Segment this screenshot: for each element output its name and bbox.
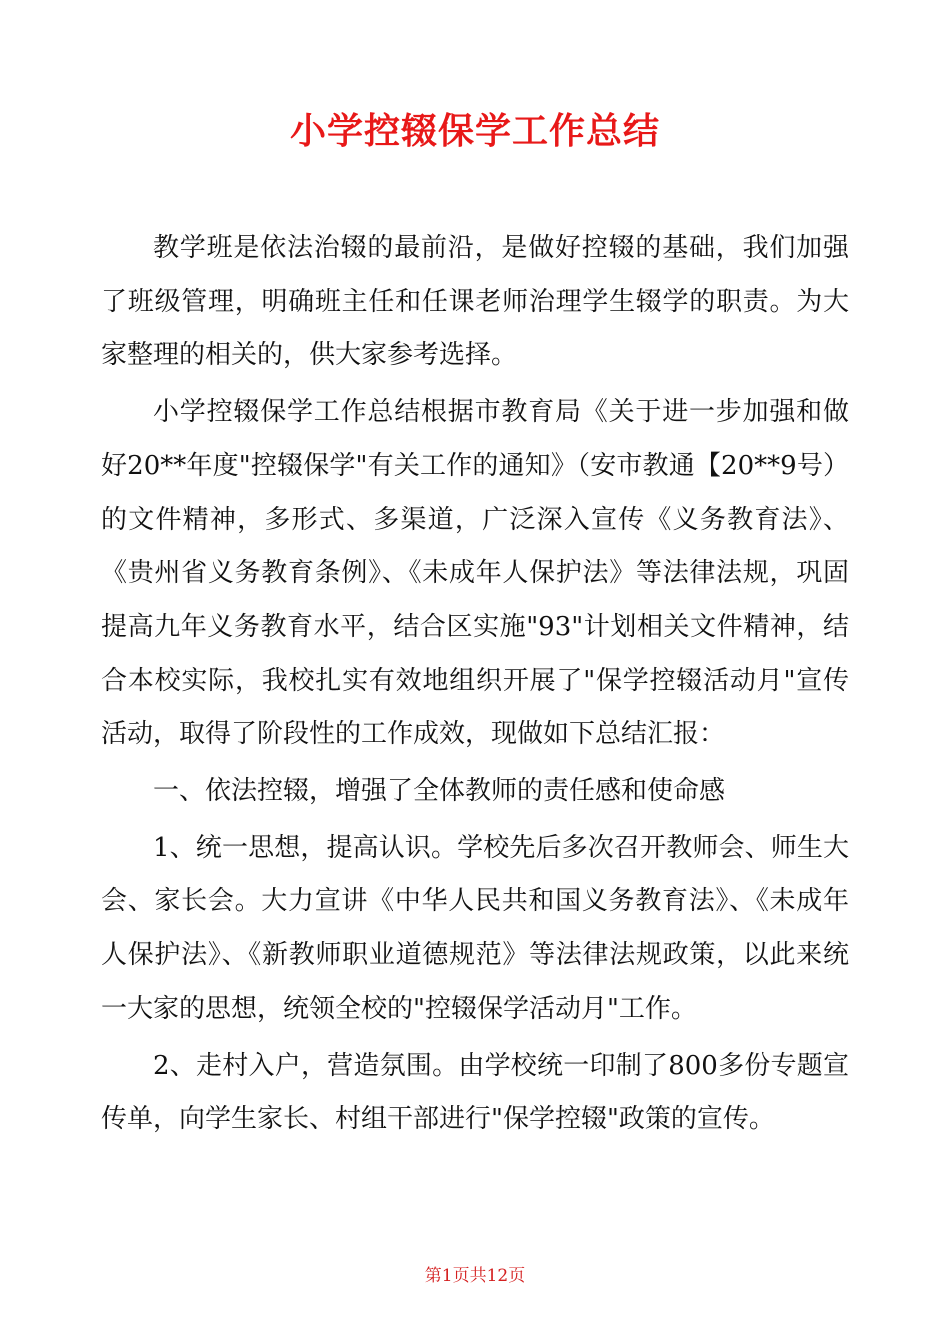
document-body: [101, 222, 849, 1150]
page-footer: 第1页共12页: [424, 1266, 526, 1286]
paragraph-item-2: 2、走村入户，营造氛围。由学校统一印制了800多份专题宣传单，向学生家长、村组干部进行"保学控辍"政策的宣传。: [101, 1050, 849, 1135]
paragraph-item-1: 1、统一思想，提高认识。学校先后多次召开教师会、师生大会、家长会。大力宣讲《中华人民共和国义务教育法》、《未成年人保护法》、《新教师职业道德规范》等法律法规政策，以此来统一大家的思想，统领全校的"控辍保学活动月"工作。: [101, 832, 849, 1024]
paragraph-summary: 小学控辍保学工作总结根据市教育局《关于进一步加强和做好20**年度"控辍保学"有关工作的通知》（安市教通【20**9号）的文件精神，多形式、多渠道，广泛深入宣传《义务教育法》、《贵州省义务教育条例》、《未成年人保护法》等法律法规，巩固提高九年义务教育水平，结合区实施"93"计划相关文件精神，结合本校实际，我校扎实有效地组织开展了"保学控辍活动月"宣传活动，取得了阶段性的工作成效，现做如下总结汇报：: [101, 397, 849, 750]
paragraph-intro: 教学班是依法治辍的最前沿，是做好控辍的基础，我们加强了班级管理，明确班主任和任课老师治理学生辍学的职责。为大家整理的相关的，供大家参考选择。: [101, 233, 849, 371]
document-title: 小学控辍保学工作总结: [289, 111, 660, 152]
section-heading-1: 一、依法控辍，增强了全体教师的责任感和使命感: [153, 776, 726, 807]
